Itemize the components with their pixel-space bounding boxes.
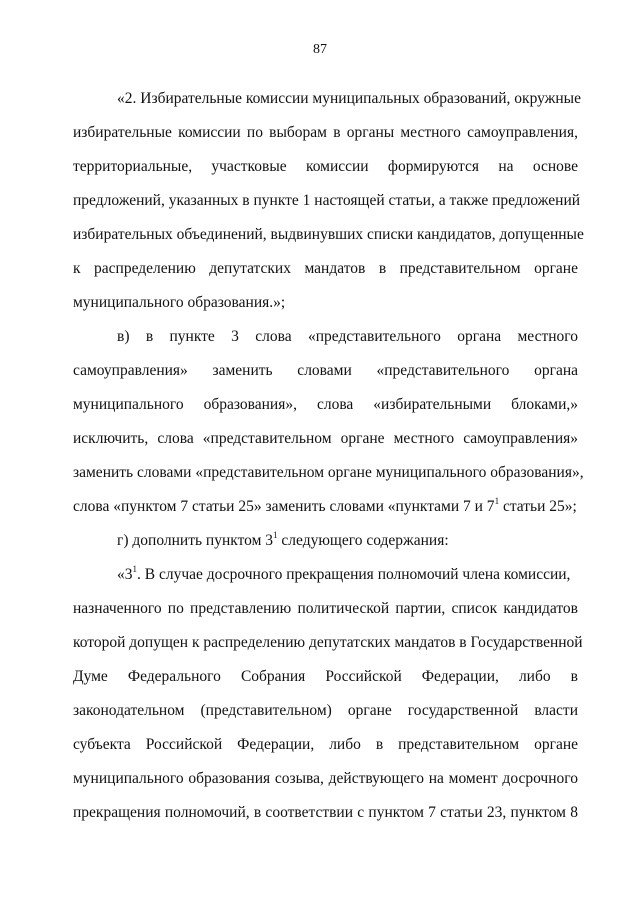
text-line: заменить словами «представительном органе муниципального образования», [73, 464, 584, 481]
text-segment: статьи 25»; [499, 498, 577, 515]
text-line: избирательных объединений, выдвинувших списки кандидатов, допущенные [73, 226, 584, 243]
text-line: исключить, слова «представительном органе местного самоуправления» [73, 430, 578, 447]
superscript: 1 [273, 530, 278, 540]
text-segment: слова «пунктом 7 статьи 25» заменить словами «пунктами 7 и 7 [73, 498, 495, 515]
text-line [73, 558, 578, 592]
page-number: 87 [313, 42, 327, 57]
text-line: территориальные, участковые комиссии формируются на основе [73, 158, 578, 175]
text-line: в) в пункте 3 слова «представительного органа местного [117, 328, 578, 345]
superscript: 1 [132, 564, 137, 574]
text-line [73, 524, 578, 558]
text-line: назначенного по представлению политической партии, список кандидатов [73, 600, 578, 617]
text-segment: г) дополнить пунктом 3 [117, 532, 274, 549]
text-line: Думе Федерального Собрания Российской Федерации, либо в [73, 668, 578, 685]
text-line: к распределению депутатских мандатов в представительном органе [73, 260, 578, 277]
text-line: субъекта Российской Федерации, либо в представительном органе [73, 736, 578, 753]
text-line: избирательные комиссии по выборам в органы местного самоуправления, [73, 124, 578, 141]
document-body [73, 82, 584, 830]
superscript: 1 [494, 496, 500, 506]
text-line: которой допущен к распределению депутатских мандатов в Государственной [73, 634, 583, 651]
text-line: муниципального образования», слова «избирательными блоками,» [73, 396, 578, 413]
text-line: «2. Избирательные комиссии муниципальных образований, окружные [117, 90, 581, 107]
text-segment: следующего содержания: [277, 532, 449, 549]
text-line: муниципального образования.»; [73, 294, 286, 311]
text-line: прекращения полномочий, в соответствии с пунктом 7 статьи 23, пунктом 8 [73, 804, 578, 821]
text-line: самоуправления» заменить словами «представительного органа [73, 362, 578, 379]
text-line [73, 490, 578, 524]
text-segment: . В случае досрочного прекращения полномочий члена комиссии, [137, 566, 571, 583]
text-line: предложений, указанных в пункте 1 настоящей статьи, а также предложений [73, 192, 581, 209]
text-line: муниципального образования созыва, действующего на момент досрочного [73, 770, 578, 787]
text-segment: «3 [117, 566, 133, 583]
text-line: законодательном (представительном) органе государственной власти [73, 702, 578, 719]
